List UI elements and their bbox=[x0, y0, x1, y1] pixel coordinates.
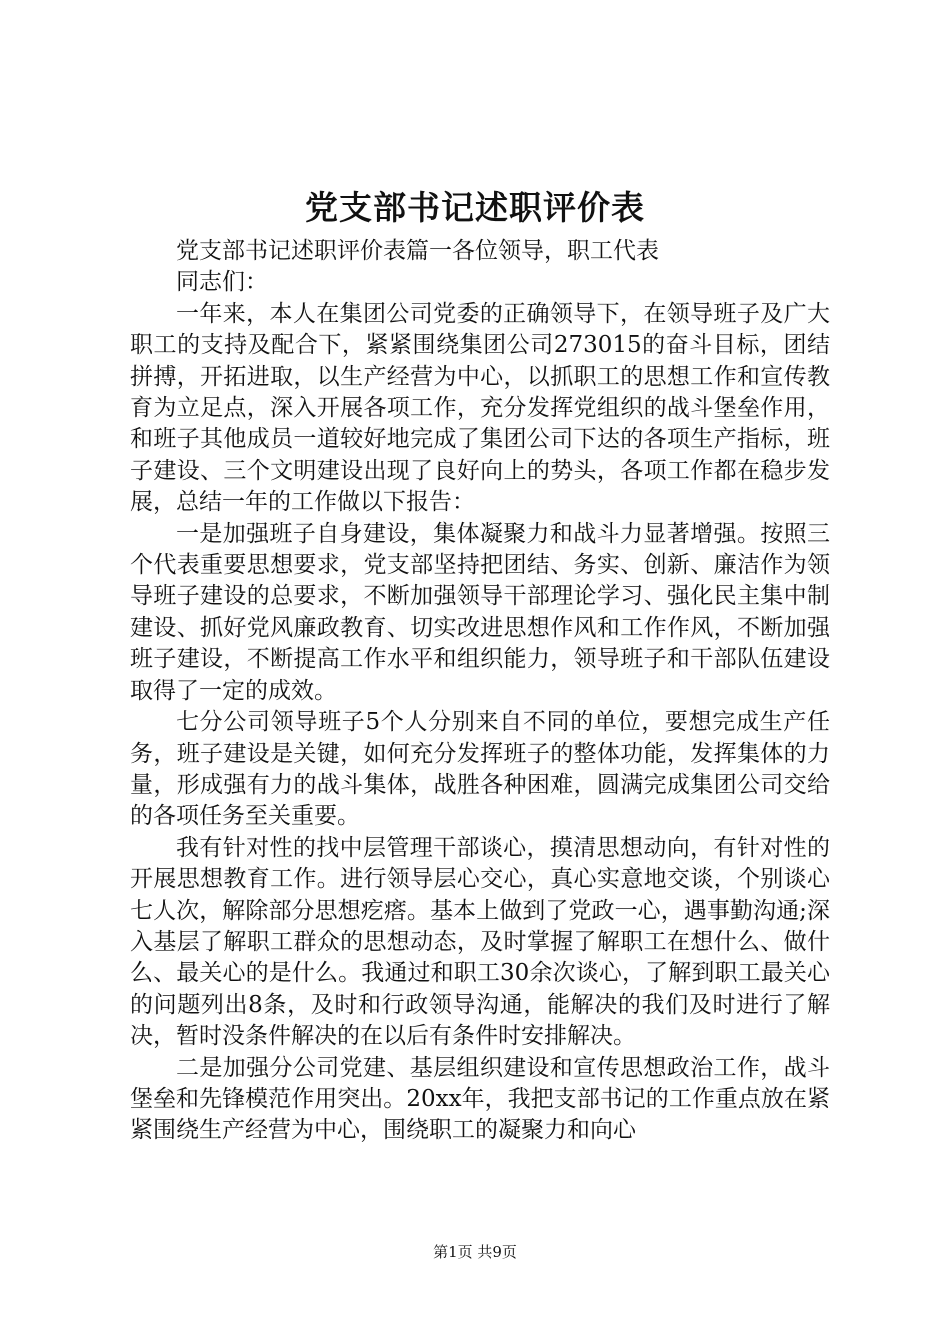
paragraph-communication: 我有针对性的找中层管理干部谈心，摸清思想动向，有针对性的开展思想教育工作。进行领导层心交心，真心实意地交谈，个别谈心七人次，解除部分思想疙瘩。基本上做到了党政一心，遇事勤沟通;深入基层了解职工群众的思想动态，及时掌握了解职工在想什么、做什么、最关心的是什么。我通过和职工30余次谈心，了解到职工最关心的问题列出8条，及时和行政领导沟通，能解决的我们及时进行了解决，暂时没条件解决的在以后有条件时安排解决。 bbox=[130, 834, 830, 1050]
paragraph-intro: 党支部书记述职评价表篇一各位领导，职工代表 bbox=[176, 238, 659, 264]
document-body bbox=[130, 236, 830, 1147]
paragraph-overview: 一年来，本人在集团公司党委的正确领导下，在领导班子及广大职工的支持及配合下，紧紧围绕集团公司273015的奋斗目标，团结拼搏，开拓进取，以生产经营为中心，以抓职工的思想工作和宣传教育为立足点，深入开展各项工作，充分发挥党组织的战斗堡垒作用，和班子其他成员一道较好地完成了集团公司下达的各项生产指标，班子建设、三个文明建设出现了良好向上的势头，各项工作都在稳步发展，总结一年的工作做以下报告： bbox=[130, 300, 830, 516]
page-footer bbox=[0, 1242, 950, 1262]
paragraph-salutation: 同志们： bbox=[176, 269, 268, 296]
paragraph-team-building: 一是加强班子自身建设，集体凝聚力和战斗力显著增强。按照三个代表重要思想要求，党支部坚持把团结、务实、创新、廉洁作为领导班子建设的总要求，不断加强领导干部理论学习、强化民主集中制建设、抓好党风廉政教育、切实改进思想作风和工作作风，不断加强班子建设，不断提高工作水平和组织能力，领导班子和干部队伍建设取得了一定的成效。 bbox=[130, 520, 830, 704]
document-title: 党支部书记述职评价表 bbox=[305, 188, 645, 227]
paragraph-party-building: 二是加强分公司党建、基层组织建设和宣传思想政治工作，战斗堡垒和先锋模范作用突出。20xx年，我把支部书记的工作重点放在紧紧围绕生产经营为中心，围绕职工的凝聚力和向心 bbox=[130, 1054, 830, 1144]
paragraph-leadership-team: 七分公司领导班子5个人分别来自不同的单位，要想完成生产任务，班子建设是关键，如何充分发挥班子的整体功能，发挥集体的力量，形成强有力的战斗集体，战胜各种困难，圆满完成集团公司交给的各项任务至关重要。 bbox=[130, 709, 830, 830]
page-number: 第1页 共9页 bbox=[433, 1243, 517, 1261]
